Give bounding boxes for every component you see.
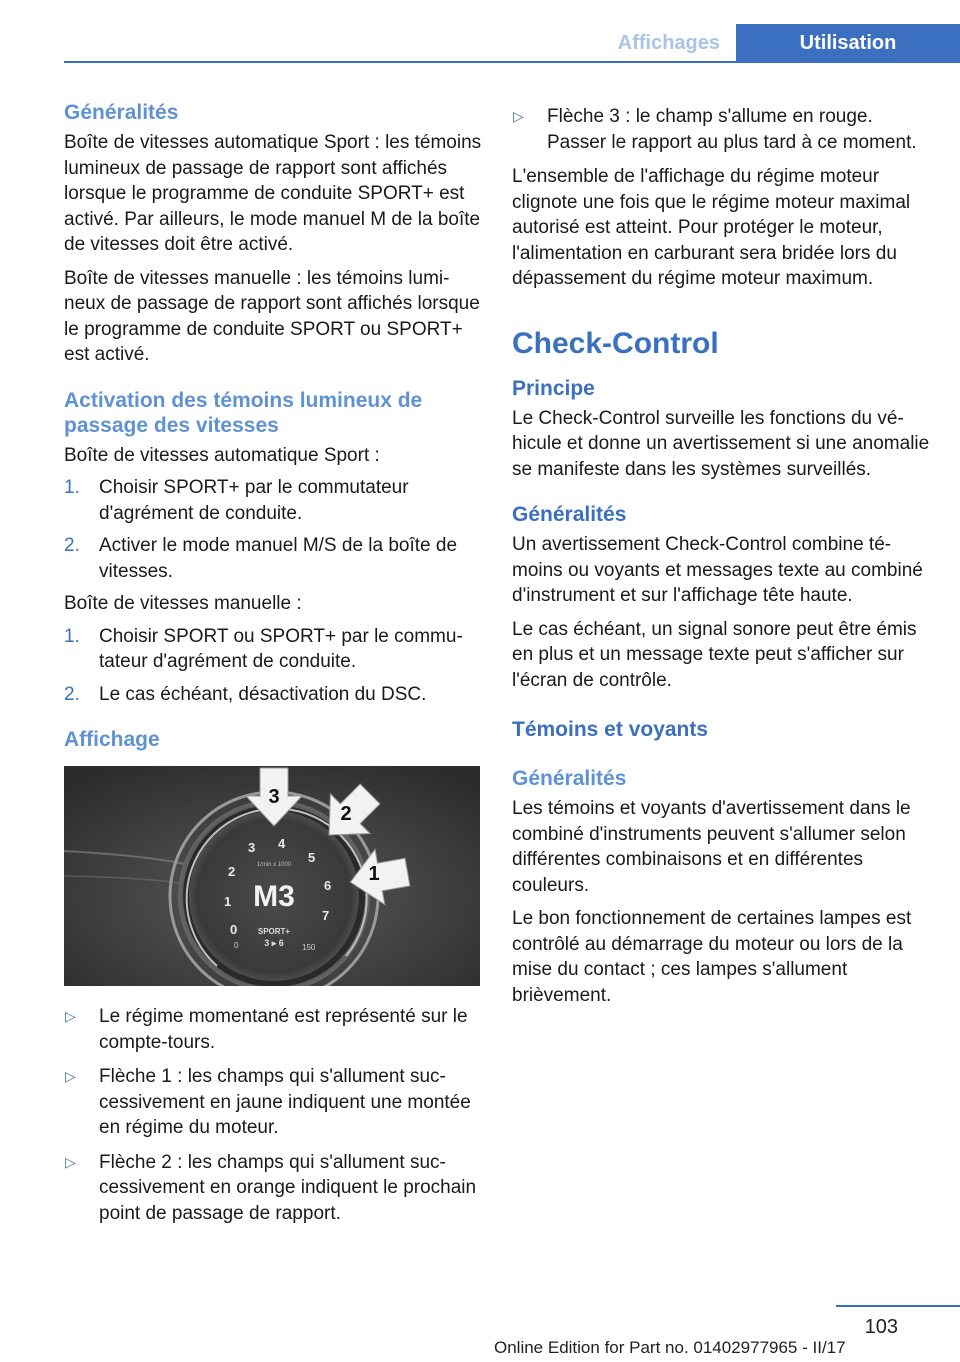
list-text: Flèche 1 : les champs qui s'allument successivement en jaune indiquent une montée en régime du moteur.	[99, 1066, 471, 1138]
paragraph: Un avertissement Check-Control combine témoins ou voyants et messages texte au combiné d'instrument et sur l'affichage tête haute.	[512, 534, 923, 606]
shift-indicator: 3 ▸ 6	[264, 938, 284, 948]
svg-text:1: 1	[368, 863, 380, 885]
heading-principe: Principe	[512, 376, 595, 400]
heading-activation: Activation des témoins lumineux de passage des vitesses	[64, 388, 423, 437]
tick-label: 3	[248, 840, 256, 855]
list-item	[64, 682, 482, 708]
list-item	[64, 475, 482, 526]
mode-label: SPORT+	[257, 927, 291, 936]
paragraph: Le Check-Control surveille les fonctions du véhicule et donne un avertissement si une anomalie se manifeste dans les systèmes surveillés.	[512, 407, 930, 480]
heading-check-control: Check-Control	[512, 326, 719, 360]
section-tab[interactable]: Affichages	[617, 32, 720, 54]
svg-text:3: 3	[268, 786, 280, 808]
header-rule	[64, 61, 960, 63]
edition-note: Online Edition for Part no. 01402977965 - II/17	[494, 1338, 846, 1357]
speed-max: 150	[302, 943, 316, 952]
list-number: 1.	[64, 477, 80, 498]
chapter-tab[interactable]: Utilisation	[736, 24, 960, 62]
paragraph: Le cas échéant, un signal sonore peut être émis en plus et un message texte peut s'afficher sur l'écran de contrôle.	[512, 618, 917, 691]
tick-label: 0	[230, 922, 238, 937]
paragraph: Boîte de vitesses manuelle : les témoins lumineux de passage de rapport sont affichés lorsque le programme de conduite SPORT ou SPORT+ est activé.	[64, 267, 480, 365]
tick-label: 2	[228, 864, 236, 879]
list-text: Choisir SPORT+ par le commutateur d'agrément de conduite.	[99, 477, 409, 524]
list-item	[64, 624, 482, 675]
list-text: Activer le mode manuel M/S de la boîte de vitesses.	[99, 535, 458, 582]
footer-rule	[836, 1305, 960, 1307]
list-item	[64, 1064, 482, 1141]
list-item	[512, 104, 932, 155]
bullet-list-left	[64, 1004, 482, 1226]
heading-generalites: Généralités	[64, 101, 179, 124]
list-item	[64, 533, 482, 584]
paragraph: Le bon fonctionnement de certaines lampes est contrôlé au démarrage du moteur ou lors de la mise du contact ; ces lampes s'allument brièvement.	[512, 908, 912, 1006]
list-text: Flèche 2 : les champs qui s'allument successivement en orange indiquent le prochain point de passage de rapport.	[99, 1151, 477, 1224]
triangle-bullet-icon: ▷	[513, 108, 524, 124]
tick-label: 1	[224, 894, 232, 909]
speed-zero: 0	[234, 941, 239, 950]
list-text: Le régime momentané est représenté sur le compte-tours.	[99, 1006, 468, 1053]
list-manual	[64, 624, 482, 708]
right-column	[512, 100, 932, 1008]
heading-generalites-2: Généralités	[512, 767, 627, 790]
paragraph: Boîte de vitesses automatique Sport : les témoins lumineux de passage de rapport sont affichés lorsque le programme de conduite SPORT+ est activé. Par ailleurs, le mode manuel M de la boîte de vitesses doit être activé.	[64, 132, 482, 255]
list-text: Flèche 3 : le champ s'allume en rouge. Passer le rapport au plus tard à ce moment.	[547, 106, 917, 153]
bullet-list-right	[512, 104, 932, 155]
list-auto	[64, 475, 482, 584]
gear-display: M3	[253, 880, 295, 913]
tick-label: 4	[278, 836, 286, 851]
list-number: 1.	[64, 625, 80, 647]
tachometer-illustration	[64, 766, 480, 986]
paragraph: Les témoins et voyants d'avertissement dans le combiné d'instruments peuvent s'allumer selon différentes combinaisons et en différentes couleurs.	[512, 798, 911, 896]
page-number: 103	[864, 1316, 898, 1338]
list-text: Le cas échéant, désactivation du DSC.	[99, 683, 427, 705]
heading-generalites: Généralités	[512, 503, 627, 526]
triangle-bullet-icon: ▷	[65, 1008, 76, 1024]
triangle-bullet-icon: ▷	[65, 1068, 76, 1084]
unit-label: 1/min x 1000	[256, 862, 292, 868]
paragraph: Boîte de vitesses automatique Sport :	[64, 444, 380, 466]
heading-temoins: Témoins et voyants	[512, 718, 709, 741]
list-number: 2.	[64, 535, 80, 556]
tachometer-figure	[64, 766, 480, 986]
triangle-bullet-icon: ▷	[65, 1153, 76, 1170]
tick-label: 5	[308, 850, 316, 865]
heading-affichage: Affichage	[64, 728, 160, 751]
tick-label: 6	[324, 878, 332, 893]
tick-label: 7	[322, 908, 330, 923]
list-item	[64, 1004, 482, 1055]
header-tabs	[602, 24, 960, 62]
list-item	[64, 1150, 482, 1227]
left-column	[64, 100, 482, 1235]
list-number: 2.	[64, 683, 80, 705]
paragraph: L'ensemble de l'affichage du régime moteur clignote une fois que le régime moteur maximal autorisé est atteint. Pour protéger le moteur, l'alimentation en carburant sera bridée lors du dépassement du régime moteur maximum.	[512, 166, 911, 289]
list-text: Choisir SPORT ou SPORT+ par le commutateur d'agrément de conduite.	[99, 625, 463, 672]
svg-text:2: 2	[340, 803, 352, 825]
paragraph: Boîte de vitesses manuelle :	[64, 593, 302, 614]
